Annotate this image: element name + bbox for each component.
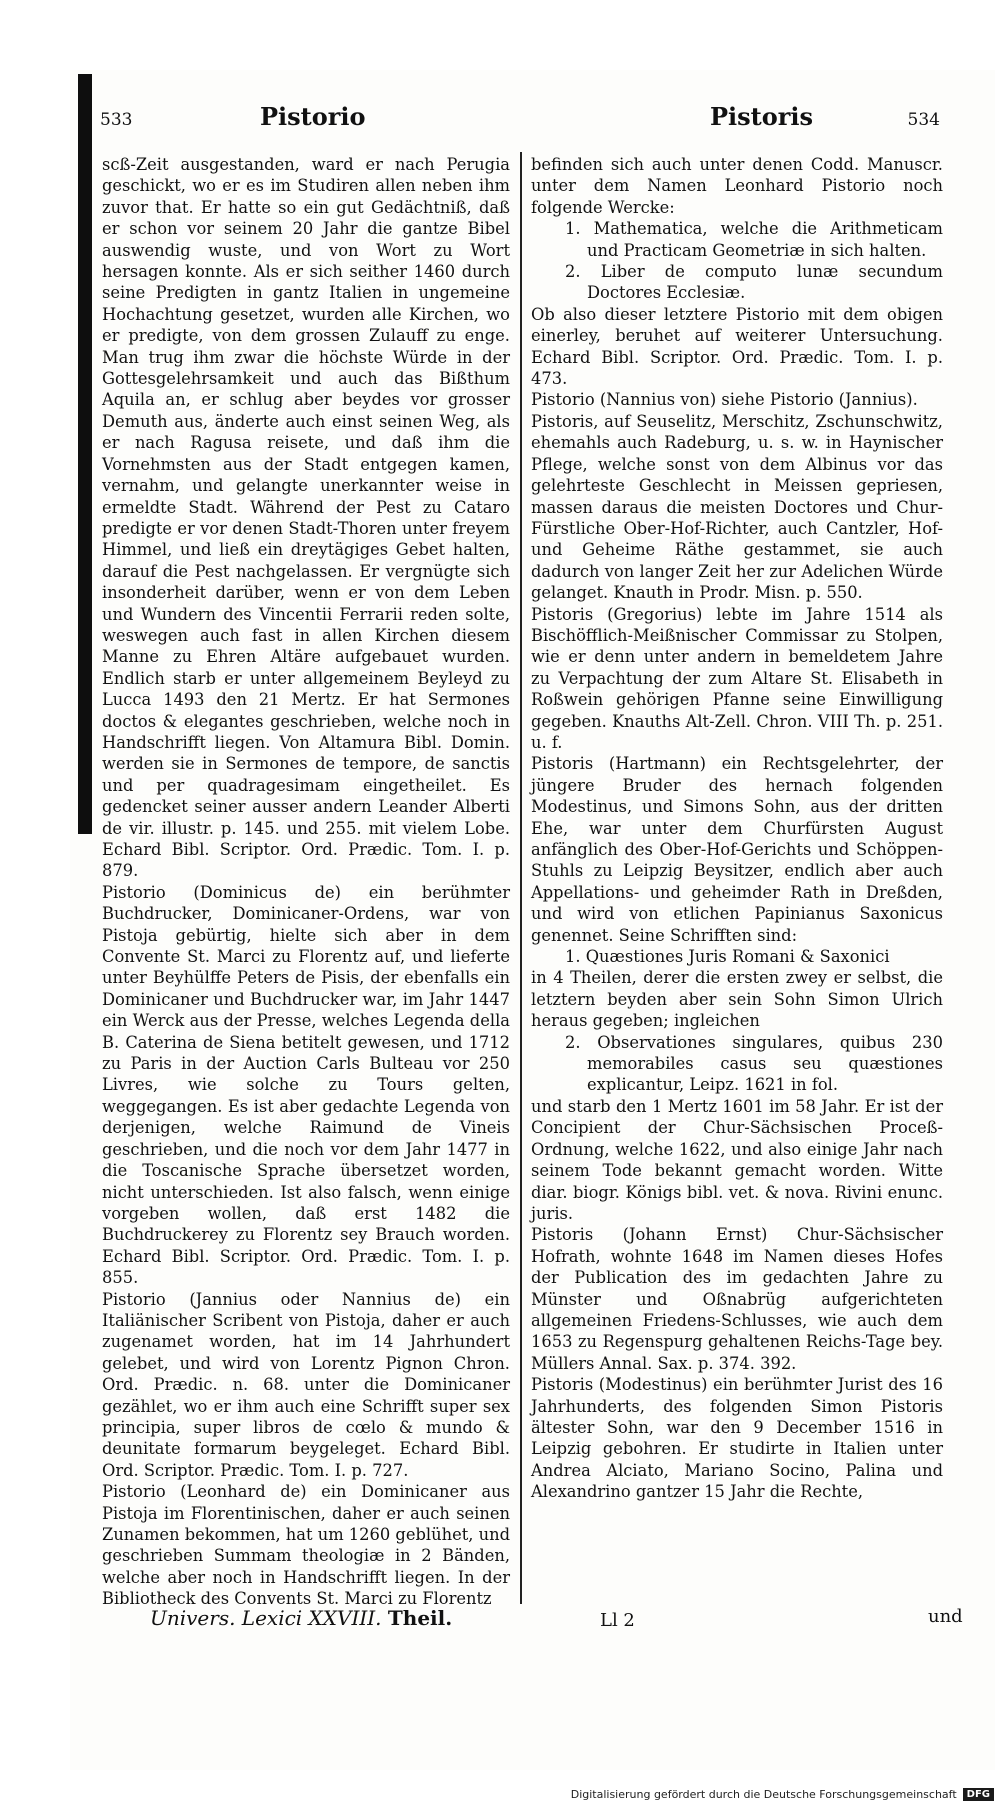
signature-part: Theil.	[387, 1606, 453, 1630]
list-item: 1. Mathematica, welche die Arithmeticam und Practicam Geometriæ in sich halten.	[565, 219, 943, 260]
digitization-credit	[571, 1788, 994, 1801]
entry-pistorio-dominicus: Pistorio (Dominicus de) ein berühmter Buchdrucker, Dominicaner-Ordens, war von Pistoja gebürtig, hielte sich aber in dem Convente St. Marci zu Florentz auf, und lieferte unter Beyhülffe Peters de Pisis, der ebenfalls ein Dominicaner und Buchdrucker war, im Jahr 1447 ein Werck aus der Presse, welches Legenda della B. Caterina de Siena betitelt gewesen, und 1712 zu Paris in der Auction Carls Bulteau vor 250 Livres, wie solche zu Tours gelten, weggegangen. Es ist aber gedachte Legenda von derjenigen, welche Raimund de Vineis geschrieben, und die noch vor dem Jahr 1477 in die Toscanische Sprache übersetzet worden, nicht unterschieden. Ist also falsch, wenn einige vorgeben wollen, daß erst 1482 die Buchdruckerey zu Florentz sey Brauch worden. Echard Bibl. Scriptor. Ord. Prædic. Tom. I. p. 855.	[102, 882, 510, 1288]
works-list-hartmann-2	[531, 1032, 943, 1096]
list-item: 1. Quæstiones Juris Romani & Saxonici	[565, 947, 890, 967]
credit-text: Digitalisierung gefördert durch die Deutsche Forschungsgemeinschaft	[570, 1788, 957, 1801]
page-header	[100, 100, 940, 134]
column-rule	[520, 152, 522, 1604]
works-list-leonhard	[531, 218, 943, 304]
page-number-right: 534	[907, 110, 940, 130]
entry-leonhard-closing: Ob also dieser letztere Pistorio mit dem obigen einerley, beruhet auf weiterer Untersuchung. Echard Bibl. Scriptor. Ord. Prædic. Tom. I. p. 473.	[531, 304, 943, 389]
entry-pistoris-family: Pistoris, auf Seuselitz, Merschitz, Zschunschwitz, ehemahls auch Radeburg, u. s. w. in Haynischer Pflege, welche sonst von dem Albinus vor das gelehrteste Geschlecht in Meissen gepriesen, massen daraus die meisten Doctores und Chur-Fürstliche Ober-Hof-Richter, auch Cantzler, Hof- und Geheime Räthe gestammet, sie auch dadurch von langer Zeit her zur Adelichen Würde gelanget. Knauth in Prodr. Misn. p. 550.	[531, 411, 943, 603]
entry-pistoris-johann-ernst: Pistoris (Johann Ernst) Chur-Sächsischer Hofrath, wohnte 1648 im Namen dieses Hofes der Publication des im gedachten Jahre zu Münster und Oßnabrüg aufgerichteten allgemeinen Friedens-Schlusses, wie auch dem 1653 zu Regenspurg gehaltenen Reichs-Tage bey. Müllers Annal. Sax. p. 374. 392.	[531, 1225, 943, 1373]
left-column	[102, 154, 510, 1610]
entry-pistorio-continuation: scß-Zeit ausgestanden, ward er nach Perugia geschickt, wo er es im Studiren allen neben ihm zuvor that. Er hatte so ein gut Gedächtniß, daß er schon vor seinem 20 Jahr die gantze Bibel auswendig wuste, und von Wort zu Wort hersagen konnte. Als er sich seither 1460 durch seine Predigten in gantz Italien in ungemeine Hochachtung gesetzet, wurden alle Kirchen, wo er predigte, von dem grossen Zulauff zu enge. Man trug ihm zwar die höchste Würde in der Gottesgelehrsamkeit und auch das Bißthum Aquila an, er schlug aber beydes vor grosser Demuth aus, änderte auch einst seinen Weg, als er nach Ragusa reisete, und daß ihm die Vornehmsten aus der Stadt entgegen kamen, vernahm, und gelangte unerkannter weise in ermeldte Stadt. Während der Pest zu Cataro predigte er vor denen Stadt-Thoren unter freyem Himmel, und ließ ein dreytägiges Gebet halten, darauf die Pest nachgelassen. Er vergnügte sich insonderheit darüber, wenn er von dem Leben und Wundern des Vincentii Ferrarii reden solte, weswegen auch fast in allen Kirchen diesem Manne zu Ehren Altäre aufgebauet wurden. Endlich starb er unter allgemeinem Beyleyd zu Lucca 1493 den 21 Mertz. Er hat Sermones doctos & elegantes geschrieben, welche noch in Handschrifft liegen. Von Altamura Bibl. Domin. werden sie in Sermones de tempore, de sanctis und per quadragesimam eingetheilet. Es gedencket seiner ausser andern Leander Alberti de vir. illustr. p. 145. und 255. mit vielem Lobe. Echard Bibl. Scriptor. Ord. Prædic. Tom. I. p. 879.	[102, 155, 510, 881]
list-item: 2. Observationes singulares, quibus 230 memorabiles casus seu quæstiones explicantur, Leipz. 1621 in fol.	[565, 1032, 943, 1095]
entry-pistorio-leonhard: Pistorio (Leonhard de) ein Dominicaner aus Pistoja im Florentinischen, daher er auch seinen Zunamen bekommen, hat um 1260 geblühet, und geschrieben Summam theologiæ in 2 Bänden, welche aber noch in Handschrifft liegen. In der Bibliotheck des Convents St. Marci zu Florentz	[102, 1482, 511, 1609]
dfg-logo-icon: DFG	[963, 1788, 994, 1801]
entry-pistorio-jannius: Pistorio (Jannius oder Nannius de) ein Italiänischer Scribent von Pistoja, daher er auch zugenamet worden, hat im 14 Jahrhundert gelebet, und wird von Lorentz Pignon Chron. Ord. Prædic. n. 68. unter die Dominicaner gezählet, wo er ihm auch eine Schrifft super sex principia, super libros de cœlo & mundo & deunitate formarum beygeleget. Echard Bibl. Ord. Scriptor. Prædic. Tom. I. p. 727.	[102, 1289, 510, 1480]
list-item: 2. Liber de computo lunæ secundum Doctores Ecclesiæ.	[565, 262, 943, 303]
page-number-left: 533	[100, 110, 133, 130]
signature-line	[150, 1606, 452, 1630]
entry-pistoris-hartmann: Pistoris (Hartmann) ein Rechtsgelehrter, der jüngere Bruder des hernach folgenden Modestinus, und Simons Sohn, aus der dritten Ehe, war unter dem Churfürsten August anfänglich des Ober-Hof-Gerichts und Schöppen-Stuhls zu Leipzig Beysitzer, endlich aber auch Appellations- und geheimder Rath in Dreßden, und wird von etlichen Papinianus Saxonicus genennet. Seine Schrifften sind:	[531, 754, 943, 945]
entry-pistoris-gregorius: Pistoris (Gregorius) lebte im Jahre 1514 als Bischöfflich-Meißnischer Commissar zu Stolpen, wie er denn unter andern in bemeldetem Jahre zu Verpachtung der zum Altare St. Elisabeth in Roßwein gehörigen Pfanne seine Einwilligung gegeben. Knauths Alt-Zell. Chron. VIII Th. p. 251. u. f.	[531, 604, 943, 752]
running-headword-left: Pistorio	[260, 102, 366, 131]
signature-text: Univers. Lexici XXVIII.	[150, 1606, 382, 1630]
entry-pistorio-nannius: Pistorio (Nannius von) siehe Pistorio (Jannius).	[531, 390, 918, 410]
entry-hartmann-end: und starb den 1 Mertz 1601 im 58 Jahr. Er ist der Concipient der Chur-Sächsischen Proceß-Ordnung, welche 1622, und also einige Jahr nach seinem Tode bekannt gemacht worden. Witte diar. biogr. Königs bibl. vet. & nova. Rivini enunc. juris.	[531, 1096, 943, 1223]
running-headword-right: Pistoris	[710, 102, 814, 131]
entry-pistoris-modestinus: Pistoris (Modestinus) ein berühmter Jurist des 16 Jahrhunderts, des folgenden Simon Pistoris ältester Sohn, war den 9 December 1516 in Leipzig gebohren. Er studirte in Italien unter Andrea Alciato, Mariano Socino, Palina und Alexandrino gantzer 15 Jahr die Rechte,	[531, 1375, 943, 1502]
page-edge-shadow	[78, 74, 92, 834]
sheet-mark: Ll 2	[600, 1610, 635, 1631]
works-list-hartmann	[531, 946, 943, 967]
entry-leonhard-continuation: befinden sich auch unter denen Codd. Manuscr. unter dem Namen Leonhard Pistorio noch folgende Wercke:	[531, 155, 943, 217]
entry-hartmann-between: in 4 Theilen, derer die ersten zwey er selbst, die letztern beyden aber sein Sohn Simon Ulrich heraus gegeben; ingleichen	[531, 968, 943, 1031]
catchword: und	[928, 1606, 963, 1627]
right-column	[531, 154, 943, 1503]
